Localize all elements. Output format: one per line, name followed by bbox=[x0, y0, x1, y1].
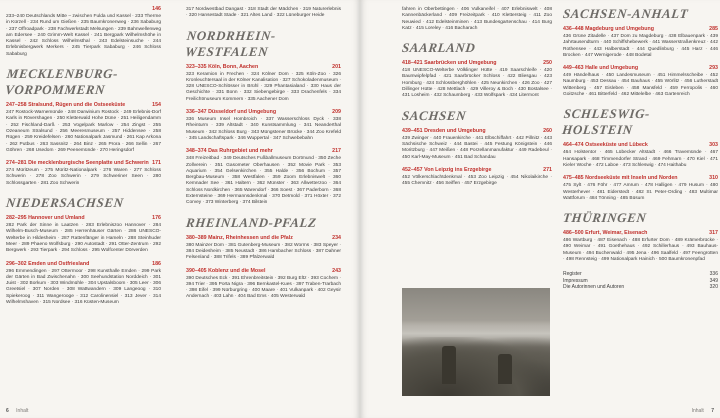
toc-section-page: 176 bbox=[152, 215, 161, 222]
toc-section-heading[interactable] bbox=[6, 215, 161, 222]
region-heading: SCHLESWIG-HOLSTEIN bbox=[561, 106, 651, 138]
toc-section-heading[interactable] bbox=[6, 261, 161, 268]
toc-section-title: 464–474 Ostseeküste und Lübeck bbox=[563, 142, 648, 149]
toc-section-entries: 247 Rostock-Warnemünde · 248 Darwinium Rostock · 249 Erlebnis-Dorf Karls in Rövershagen · 250 Kletterwald Hohe Düne · 251 Heiligendamm · 252 Fischland-Darß · 253 Vogelpark Marlow · 254 Zingst · 255 Ozeaneum Stralsund · 256 Meeresmuseum · 257 Hiddensee · 258 Rügen · 259 Kreidefelsen · 260 Nationalpark Jasmund · 261 Kap Arkona · 262 Putbus · 263 Sassnitz · 264 Binz · 265 Prora · 266 Sellin · 267 Göhren · 268 Usedom · 269 Peenemünde · 270 Heringsdorf bbox=[6, 110, 161, 153]
photo-hills bbox=[402, 337, 550, 396]
toc-section bbox=[6, 160, 161, 187]
toc-section-heading[interactable] bbox=[402, 128, 552, 135]
toc-section-page: 209 bbox=[332, 109, 341, 116]
toc-section-entries: 348 Freizeitbad · 349 Deutsches Fußballmuseum Dortmund · 350 Zeche Zollverein · 351 Gasometer Oberhausen · 352 Movie Park · 353 Aquarium · 354 Gelsenkirchen · 355 Halde · 356 Bochum · 357 Bergbau-Museum · 358 Westfalen · 359 Zoom Erlebniswelt · 360 Kemnader See · 361 Haltern · 362 Münster · 363 Allwetterzoo · 364 Schloss Nordkirchen · 365 Warendorf · 366 Soest · 367 Paderborn · 368 Externsteine · 369 Hermannsdenkmal · 370 Detmold · 371 Höxter · 372 Corvey · 373 Winterberg · 374 Bilstein bbox=[186, 156, 341, 206]
toc-section-page: 154 bbox=[152, 102, 161, 109]
toc-section-title: 439–451 Dresden und Umgebung bbox=[402, 127, 486, 134]
right-page bbox=[360, 0, 720, 418]
toc-section-title: 247–258 Stralsund, Rügen und die Ostseeküste bbox=[6, 102, 126, 109]
toc-section bbox=[6, 215, 161, 254]
toc-section bbox=[186, 148, 341, 206]
toc-section-entries: 233–240 Deutschlands Mitte – zwischen Fulda und Kassel · 233 Therme in Kürzell · 234 Rund um Gießen · 235 Baumkronenweg · 236 Sababurg · 237 Offroadpark · 238 Fachwerkstadt Melsungen · 239 Bahnwellenweg am Edersee · 240 Grimm-Welt Kassel · 241 Bergpark Wilhelmshöhe in Kassel · 242 Schloss Wilhelmsthal · 243 Edelsteinsuche · 244 Erlebnisbergwerk Merkers · 245 Tierpark Sababurg · 246 Schloss Sababurg bbox=[6, 14, 161, 57]
toc-section-heading[interactable] bbox=[6, 160, 161, 167]
region-heading: RHEINLAND-PFALZ bbox=[185, 214, 318, 230]
footer-label: Inhalt bbox=[691, 408, 704, 414]
toc-section bbox=[563, 65, 718, 98]
toc-section-page: 293 bbox=[709, 65, 718, 72]
toc-section-title: 336–347 Düsseldorf und Umgebung bbox=[186, 109, 277, 116]
back-matter-page: 349 bbox=[709, 277, 718, 284]
back-matter-list bbox=[563, 271, 718, 291]
left-page-footer bbox=[6, 408, 28, 414]
back-matter-label: Impressum bbox=[563, 277, 588, 284]
toc-section-entries: 390 Deutsches Eck · 391 Ehrenbreitstein · 392 Burg Eltz · 393 Cochem · 394 Trier · 395 Porta Nigra · 396 Bernkastel-Kues · 397 Traben-Trarbach · 398 Eifel · 399 Nürburgring · 400 Maare · 401 Vulkanpark · 402 Geysir Andernach · 403 Lahn · 404 Bad Ems · 405 Westerwald bbox=[186, 275, 341, 300]
toc-section-entries: 452 Völkerschlachtdenkmal · 453 Zoo Leipzig · 454 Nikolaikirche · 455 Chemnitz · 456 Seiffen · 457 Erzgebirge bbox=[402, 174, 552, 187]
toc-section bbox=[402, 167, 552, 188]
toc-section-entries: 464 Holstentor · 465 Lübecker Altstadt · 466 Travemünde · 467 Hansapark · 468 Timmendorfer Strand · 469 Fehmarn · 470 Kiel · 471 Kieler Woche · 472 Laboe · 473 Schleswig · 474 Haithabu bbox=[563, 150, 718, 168]
toc-section-heading[interactable] bbox=[563, 142, 718, 149]
back-matter-page: 320 bbox=[709, 284, 718, 291]
right-column-1 bbox=[402, 6, 552, 193]
toc-section-title: 475–485 Nordseeküste mit Inseln und Norden bbox=[563, 175, 678, 182]
photo-rock bbox=[498, 354, 512, 384]
toc-section-heading[interactable] bbox=[6, 6, 161, 13]
left-column-1 bbox=[6, 6, 161, 312]
back-matter-entry[interactable] bbox=[563, 284, 718, 291]
toc-section-entries: 475 Sylt · 476 Föhr · 477 Amrum · 478 Halligen · 479 Husum · 480 Westerhever · 481 Eiderstedt · 482 St. Peter-Ording · 483 Multimar Wattforum · 484 Tönning · 485 Büsum bbox=[563, 183, 718, 201]
back-matter-page: 336 bbox=[709, 271, 718, 278]
toc-section bbox=[186, 235, 341, 262]
toc-section bbox=[6, 6, 161, 58]
toc-section-page: 285 bbox=[709, 26, 718, 32]
toc-section-heading[interactable] bbox=[563, 26, 718, 33]
toc-section bbox=[563, 175, 718, 202]
toc-section-page: 271 bbox=[543, 166, 552, 173]
region-heading: SACHSEN bbox=[401, 107, 468, 123]
toc-section-page: 310 bbox=[709, 175, 718, 182]
toc-section bbox=[186, 7, 341, 20]
toc-section-page: 260 bbox=[543, 127, 552, 134]
toc-section-page: 250 bbox=[543, 60, 552, 67]
toc-section bbox=[186, 268, 341, 301]
region-heading: SAARLAND bbox=[401, 40, 477, 56]
toc-section bbox=[402, 128, 552, 161]
back-matter-label: Register bbox=[563, 271, 582, 278]
toc-section-title: 323–335 Köln, Bonn, Aachen bbox=[186, 63, 259, 70]
region-heading: THÜRINGEN bbox=[562, 210, 648, 226]
toc-section-heading[interactable] bbox=[402, 60, 552, 67]
region-heading: MECKLENBURG-VORPOMMERN bbox=[4, 66, 119, 98]
toc-section-entries: 317 Nordwestbad Dangast · 318 Stadt der Mädchen · 319 Naturerlebnis · 320 Hansestadt Stade · 321 Altes Land · 322 Lüneburger Heide bbox=[186, 7, 341, 19]
page-number: 6 bbox=[6, 408, 9, 414]
page-number: 7 bbox=[711, 408, 714, 414]
toc-section bbox=[6, 102, 161, 154]
toc-section-entries: 436 Grüne Zitadelle · 437 Dom zu Magdeburg · 438 Elbauenpark · 439 Jahrtausendturm · 440 Schiffshebewerk · 441 Wasserstraßenkreuz · 442 Rothensee · 443 Halberstadt · 444 Quedlinburg · 445 Harz · 446 Brocken · 447 Wernigerode · 448 Bodetal bbox=[563, 34, 718, 58]
toc-section-title: 282–295 Hannover und Umland bbox=[6, 215, 85, 222]
right-page-footer bbox=[692, 408, 714, 414]
footer-label: Inhalt bbox=[16, 408, 29, 414]
toc-section-entries: 336 Museum Insel Hombroich · 337 Wasserschloss Dyck · 338 Rheinturm · 339 Altstadt · 340 Kunstsammlung · 341 Neanderthal Museum · 342 Schloss Burg · 343 Müngstener Brücke · 344 Zoo Krefeld · 345 Landschaftspark · 346 Wuppertal · 347 Schwebebahn bbox=[186, 117, 341, 141]
toc-section-entries: fahren in Oberbettingen · 406 Vulkaneifel · 407 Erlebniswelt · 408 Kannenbäckerland · 409 Freizeitpark · 410 Klettersteig · 411 Zoo Neuwied · 412 Edelsteinminen · 413 Bundesgartenschau · 414 Burg Katz · 415 Loreley · 416 Bacharach bbox=[402, 7, 552, 31]
toc-section-title: 296–302 Emden und Ostfriesland bbox=[6, 260, 90, 267]
toc-section-page: 201 bbox=[332, 63, 341, 70]
toc-section-entries: 486 Wartburg · 487 Eisenach · 488 Erfurter Dom · 489 Krämerbrücke · 490 Weimar · 491 Goethehaus · 492 Schillerhaus · 493 Bauhaus-Museum · 494 Buchenwald · 495 Jena · 496 Saalfeld · 497 Feengrotten · 498 Rennsteig · 499 Nationalpark Hainich · 500 Baumkronenpfad bbox=[563, 238, 718, 263]
toc-section-heading[interactable] bbox=[563, 65, 718, 72]
toc-section-page: 243 bbox=[332, 267, 341, 274]
region-heading: SACHSEN-ANHALT bbox=[562, 6, 690, 21]
toc-section-heading[interactable] bbox=[186, 268, 341, 275]
region-heading: NIEDERSACHSEN bbox=[5, 195, 125, 211]
toc-section-title: 390–405 Koblenz und die Mosel bbox=[186, 267, 266, 274]
toc-section bbox=[402, 7, 552, 32]
toc-section-title: 486–500 Erfurt, Weimar, Eisenach bbox=[563, 230, 648, 237]
toc-section-page: 146 bbox=[152, 6, 161, 12]
back-matter-label: Die Autorinnen und Autoren bbox=[563, 284, 625, 291]
toc-section-page: 317 bbox=[709, 230, 718, 237]
toc-section-title: 380–389 Mainz, Rheinhessen und die Pfalz bbox=[186, 234, 293, 241]
toc-section-title: 436–448 Magdeburg und Umgebung bbox=[563, 26, 654, 32]
toc-section-heading[interactable] bbox=[563, 230, 718, 237]
toc-section-entries: 418 UNESCO-Welterbe Völklinger Hütte · 419 Saarschleife · 420 Baumwipfelpfad · 421 Saarbrücker Schloss · 422 Bliesgau · 423 Homburg · 424 Schlossberghöhlen · 425 Neunkirchen · 426 Zoo · 427 Dillinger Hütte · 428 Mettlach · 429 Villeroy & Boch · 430 Bostalsee · 431 Losheim · 432 Schaumberg · 433 Wolfspark · 434 Litermont bbox=[402, 68, 552, 99]
toc-section-title: 274–281 Die mecklenburgische Seenplatte und Schwerin bbox=[6, 160, 149, 167]
toc-section-page: 186 bbox=[152, 260, 161, 267]
region-heading: NORDRHEIN-WESTFALEN bbox=[184, 27, 277, 59]
toc-section-title: 418–421 Saarbrücken und Umgebung bbox=[402, 60, 497, 67]
toc-section bbox=[186, 64, 341, 103]
toc-section-page: 234 bbox=[332, 234, 341, 241]
toc-section-entries: 274 Müritzeum · 275 Müritz-Nationalpark · 276 Waren · 277 Schloss Schwerin · 278 Zoo Schwerin · 279 Schweriner Seen · 280 Schlossgarten · 281 Zoo Schwerin bbox=[6, 168, 161, 186]
photo-rock bbox=[442, 346, 456, 384]
toc-section-page: 217 bbox=[332, 148, 341, 155]
toc-section-entries: 439 Zwinger · 440 Frauenkirche · 441 Elbschiffahrt · 442 Pillnitz · 443 Sächsische Schweiz · 444 Bastei · 445 Festung Königstein · 446 Moritzburg · 447 Meißen · 448 Porzellanmanufaktur · 449 Radebeul · 450 Karl-May-Museum · 451 Bad Schandau bbox=[402, 135, 552, 160]
toc-section-entries: 296 Emmendingen · 297 Ottermoor · 298 Kunsthalle Emden · 299 Park der Gärten in Bad Zwischenahn · 300 Seehundstation Norddeich · 301 Juist · 302 Borkum · 303 Windmühle · 304 Upstalsboom · 305 Leer · 306 Greetsiel · 307 Norden · 308 Wattwandern · 309 Langeoog · 310 Spiekeroog · 311 Wangerooge · 312 Carolinensiel · 313 Jever · 314 Wilhelmshaven · 315 Nordsee · 316 Küsten-Museum bbox=[6, 268, 161, 306]
toc-section-title: 452–457 Von Leipzig ins Erzgebirge bbox=[402, 166, 492, 173]
toc-section-heading[interactable] bbox=[186, 64, 341, 71]
toc-section-entries: 323 Keramion in Frechen · 324 Kölner Dom · 325 Köln-Zoo · 326 Kronleuchtersaal in der Kölner Kanalisation · 327 Schokoladenmuseum · 328 UNESCO-Schlösser in Brühl · 329 Phantasialand · 330 Haus der Geschichte · 331 Bonn · 332 Siebengebirge · 333 Drachenfels · 334 Freilichtmuseum Kommern · 335 Aachener Dom bbox=[186, 71, 341, 102]
left-column-2 bbox=[186, 6, 341, 307]
toc-section-title: 449–463 Halle und Umgebung bbox=[563, 65, 639, 72]
toc-section bbox=[6, 261, 161, 307]
toc-section bbox=[186, 109, 341, 142]
toc-section-heading[interactable] bbox=[186, 148, 341, 155]
toc-section-heading[interactable] bbox=[563, 175, 718, 182]
toc-section-page: 171 bbox=[152, 160, 161, 167]
toc-section bbox=[563, 142, 718, 169]
toc-section-heading[interactable] bbox=[186, 235, 341, 242]
toc-section-entries: 380 Mainzer Dom · 381 Gutenberg-Museum · 382 Worms · 383 Speyer · 384 Deidesheim · 385 Neustadt · 386 Hambacher Schloss · 387 Dahner Felsenland · 388 Trifels · 389 Pfälzerwald bbox=[186, 242, 341, 261]
toc-section-entries: 449 Händelhaus · 450 Landesmuseum · 451 Himmelsscheibe · 452 Naumburg · 453 Dessau · 454 Bauhaus · 455 Wörlitz · 456 Lutherstadt Wittenberg · 457 Eisleben · 458 Mansfeld · 459 Ferropolis · 460 Goitzsche · 461 Bitterfeld · 462 Mittelelbe · 463 Gartenreich bbox=[563, 73, 718, 98]
toc-section bbox=[563, 26, 718, 59]
toc-section-page: 303 bbox=[709, 142, 718, 149]
landscape-photo bbox=[402, 288, 550, 396]
toc-section-heading[interactable] bbox=[6, 102, 161, 109]
right-column-2 bbox=[563, 6, 718, 291]
toc-section bbox=[563, 230, 718, 263]
toc-section-heading[interactable] bbox=[402, 167, 552, 174]
toc-section-entries: 282 Park der Sinne in Laatzen · 283 Erlebniszoo Hannover · 284 Wilhelm-Busch-Museum · 285 Herrenhäuser Gärten · 286 UNESCO-Welterbe in Hildesheim · 287 Rattenfänger in Hameln · 288 Steinhuder Meer · 289 Phaeno Wolfsburg · 290 Autostadt · 291 Otter-Zentrum · 292 Bergwerk · 293 Tierpark · 294 Schloss · 295 Wolfcenter Dörverden bbox=[6, 223, 161, 254]
toc-section bbox=[402, 60, 552, 99]
toc-section-heading[interactable] bbox=[186, 109, 341, 116]
toc-section-title: 348–374 Das Ruhrgebiet und mehr bbox=[186, 148, 273, 155]
